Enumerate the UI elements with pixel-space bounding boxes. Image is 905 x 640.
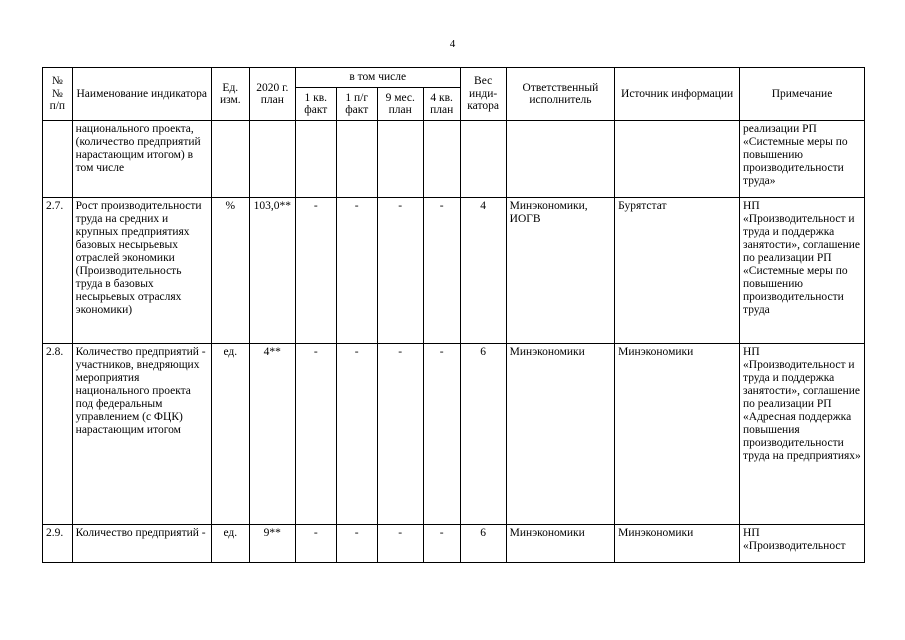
cell-plan: 9**: [249, 525, 295, 563]
cell-weight: 6: [460, 525, 506, 563]
cell-plan: 103,0**: [249, 198, 295, 344]
cell-9m: -: [377, 525, 423, 563]
header-plan-2020: 2020 г. план: [249, 68, 295, 121]
cell-name: Рост производительности труда на средних и крупных предприятиях базовых несырьевых отраслей экономики (Производительность труда в базовых несырьевых отраслях экономики): [72, 198, 211, 344]
cell-q1: -: [295, 525, 336, 563]
cell-num: 2.7.: [43, 198, 73, 344]
header-q1: 1 кв. факт: [295, 88, 336, 121]
header-note: Примечание: [740, 68, 865, 121]
cell-unit: ед.: [211, 344, 249, 525]
cell-responsible: Минэкономики: [506, 344, 615, 525]
cell-unit: [211, 121, 249, 198]
cell-note: НП «Производительност и труда и поддержка занятости», соглашение по реализации РП «Адресная поддержка повышения производительности труда на предприятиях»: [740, 344, 865, 525]
cell-note: НП «Производительност: [740, 525, 865, 563]
table-row: [43, 525, 865, 563]
cell-h1: -: [336, 525, 377, 563]
cell-name: Количество предприятий -: [72, 525, 211, 563]
cell-weight: 4: [460, 198, 506, 344]
cell-h1: [336, 121, 377, 198]
header-q4: 4 кв. план: [423, 88, 460, 121]
header-9m: 9 мес. план: [377, 88, 423, 121]
cell-note: НП «Производительност и труда и поддержка занятости», соглашение по реализации РП «Системные меры по повышению производительности труда: [740, 198, 865, 344]
cell-note: реализации РП «Системные меры по повышению производительности труда»: [740, 121, 865, 198]
cell-responsible: Минэкономики, ИОГВ: [506, 198, 615, 344]
header-weight: Вес инди-катора: [460, 68, 506, 121]
cell-9m: -: [377, 344, 423, 525]
cell-q1: -: [295, 344, 336, 525]
cell-q4: [423, 121, 460, 198]
cell-num: 2.8.: [43, 344, 73, 525]
cell-num: 2.9.: [43, 525, 73, 563]
cell-q4: -: [423, 525, 460, 563]
cell-source: Бурятстат: [615, 198, 740, 344]
cell-num: [43, 121, 73, 198]
cell-name: Количество предприятий - участников, внедряющих мероприятия национального проекта под федеральным управлением (с ФЦК) нарастающим итогом: [72, 344, 211, 525]
cell-source: Минэкономики: [615, 344, 740, 525]
cell-name: национального проекта, (количество предприятий нарастающим итогом) в том числе: [72, 121, 211, 198]
indicators-table: [42, 67, 865, 563]
cell-responsible: [506, 121, 615, 198]
cell-9m: [377, 121, 423, 198]
header-source: Источник информации: [615, 68, 740, 121]
cell-source: [615, 121, 740, 198]
header-name: Наименование индикатора: [72, 68, 211, 121]
table-row: [43, 344, 865, 525]
cell-h1: -: [336, 198, 377, 344]
page-number: 4: [449, 38, 456, 50]
cell-plan: 4**: [249, 344, 295, 525]
header-including: в том числе: [295, 68, 460, 88]
header-responsible: Ответственный исполнитель: [506, 68, 615, 121]
cell-q4: -: [423, 344, 460, 525]
header-h1: 1 п/г факт: [336, 88, 377, 121]
table-row: [43, 121, 865, 198]
cell-unit: %: [211, 198, 249, 344]
cell-q1: [295, 121, 336, 198]
header-num: № № п/п: [43, 68, 73, 121]
cell-responsible: Минэкономики: [506, 525, 615, 563]
cell-source: Минэкономики: [615, 525, 740, 563]
cell-q1: -: [295, 198, 336, 344]
table-row: [43, 198, 865, 344]
cell-h1: -: [336, 344, 377, 525]
header-unit: Ед. изм.: [211, 68, 249, 121]
cell-unit: ед.: [211, 525, 249, 563]
cell-plan: [249, 121, 295, 198]
cell-q4: -: [423, 198, 460, 344]
cell-weight: 6: [460, 344, 506, 525]
cell-9m: -: [377, 198, 423, 344]
cell-weight: [460, 121, 506, 198]
